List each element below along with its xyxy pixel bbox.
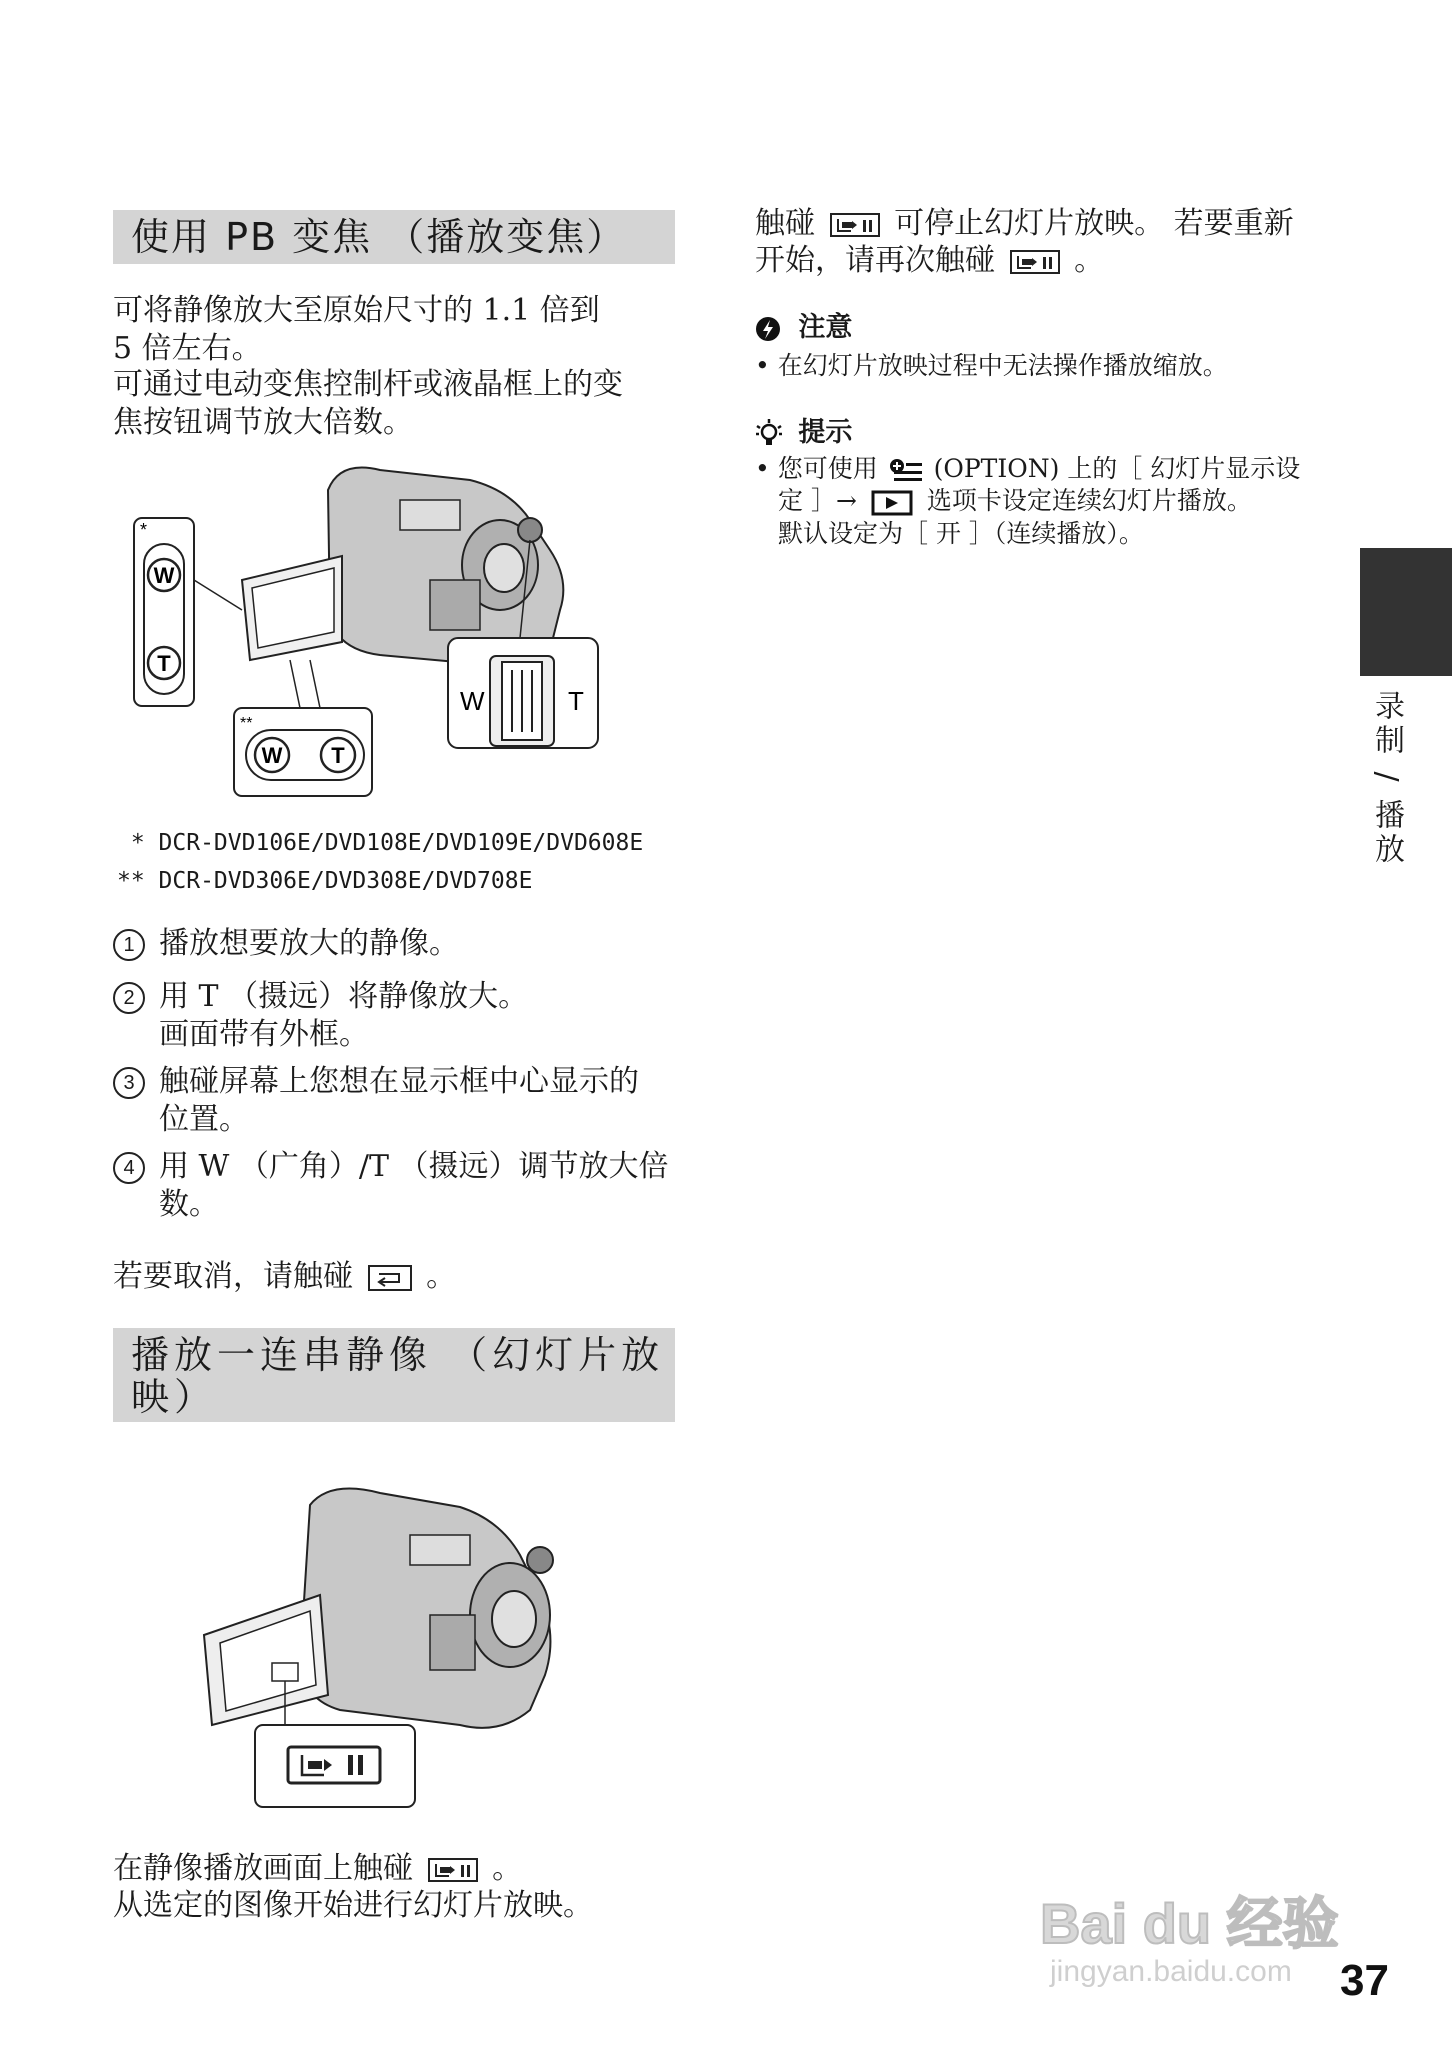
model-note-2: ** DCR-DVD306E/DVD308E/DVD708E [117,868,533,894]
mark-single-star: * [140,520,148,540]
tip-text-cont: (OPTION) 上的［ 幻灯片显示设 [933,454,1301,483]
tip-text: 定 ］→ [778,486,857,515]
option-icon [888,457,924,485]
caution-title: 注意 [798,312,853,343]
side-tab-block [1360,548,1452,676]
caution-heading [755,305,852,344]
camcorder-slideshow-illustration [200,1485,600,1815]
step-number: 2 [113,982,145,1014]
model-note-1: * DCR-DVD106E/DVD108E/DVD109E/DVD608E [117,830,644,856]
intro-line-2: 5 倍左右。 [113,331,262,366]
section-title-pb-zoom [113,210,675,264]
slideshow-text: 在静像播放画面上触碰 [113,1851,413,1886]
tip-heading [755,410,852,449]
step-1 [113,925,459,963]
step-text: 用 T （摄远）将静像放大。 [159,979,529,1014]
watermark-brand: Bai du 经验 [1040,1892,1339,1955]
lightbulb-icon [755,419,783,449]
step-number: 4 [113,1152,145,1184]
slideshow-end: 。 [492,1851,523,1886]
step-text: 触碰屏幕上您想在显示框中心显示的 [159,1064,639,1099]
camcorder-zoom-illustration [130,460,650,805]
lever-t-label: T [568,686,584,716]
cancel-end: 。 [426,1259,457,1294]
restart-text: 开始，请再次触碰 [755,243,995,278]
slideshow-pause-icon [829,212,881,238]
intro-line-3: 可通过电动变焦控制杆或液晶框上的变 [113,367,623,402]
caution-item: • 在幻灯片放映过程中无法操作播放缩放。 [755,351,1228,380]
step-3 [113,1063,639,1139]
section-title-slideshow [113,1328,675,1422]
stop-text-cont: 可停止幻灯片放映。 若要重新 [894,206,1294,241]
watermark-url: jingyan.baidu.com [1050,1955,1292,1988]
step-text: 用 W （广角）/T （摄远）调节放大倍 [159,1149,669,1184]
slideshow-instruction-1 [113,1850,522,1888]
step-text-cont: 画面带有外框。 [159,1017,369,1052]
tip-title: 提示 [798,417,853,448]
stop-instruction-2 [755,242,1104,280]
intro-line-4: 焦按钮调节放大倍数。 [113,405,413,440]
tip-line-2 [778,485,1252,517]
zoom-w-button: W [153,563,175,588]
return-icon [367,1264,413,1292]
side-tab-label: 录制 / 播放 [1369,690,1404,868]
tip-text-cont: 选项卡设定连续幻灯片播放。 [926,486,1252,515]
zoom-t-button: T [157,651,171,676]
tip-text: • 您可使用 [755,454,878,483]
step-number: 1 [113,929,145,961]
caution-icon [755,316,781,342]
section-title-line-1: 播放一连串静像 （幻灯片放 [131,1333,665,1377]
slideshow-pause-icon [1009,249,1061,275]
lever-w-label: W [460,686,485,716]
section-title-line-2: 映） [131,1375,218,1419]
cancel-text: 若要取消，请触碰 [113,1259,353,1294]
step-text-cont: 数。 [159,1187,219,1222]
stop-instruction-1 [755,205,1294,243]
slideshow-instruction-2: 从选定的图像开始进行幻灯片放映。 [113,1888,593,1923]
cancel-instruction [113,1258,456,1296]
intro-line-1: 可将静像放大至原始尺寸的 1.1 倍到 [113,293,600,328]
stop-text: 触碰 [755,206,815,241]
slideshow-pause-icon [427,1857,479,1883]
step-number: 3 [113,1067,145,1099]
step-text: 播放想要放大的静像。 [159,926,459,961]
play-tab-icon [871,490,913,516]
section-title-text: 使用 PB 变焦 （播放变焦） [131,215,627,259]
lcd-zoom-t-button: T [331,743,345,768]
mark-double-star: ** [240,715,253,732]
step-2 [113,978,528,1054]
restart-end: 。 [1074,243,1105,278]
lcd-zoom-w-button: W [261,743,283,768]
page-number: 37 [1340,1956,1389,2005]
step-text-cont: 位置。 [159,1102,249,1137]
tip-line-1 [755,453,1300,485]
step-4 [113,1148,669,1224]
tip-line-3: 默认设定为［ 开 ］（连续播放）。 [778,519,1144,548]
